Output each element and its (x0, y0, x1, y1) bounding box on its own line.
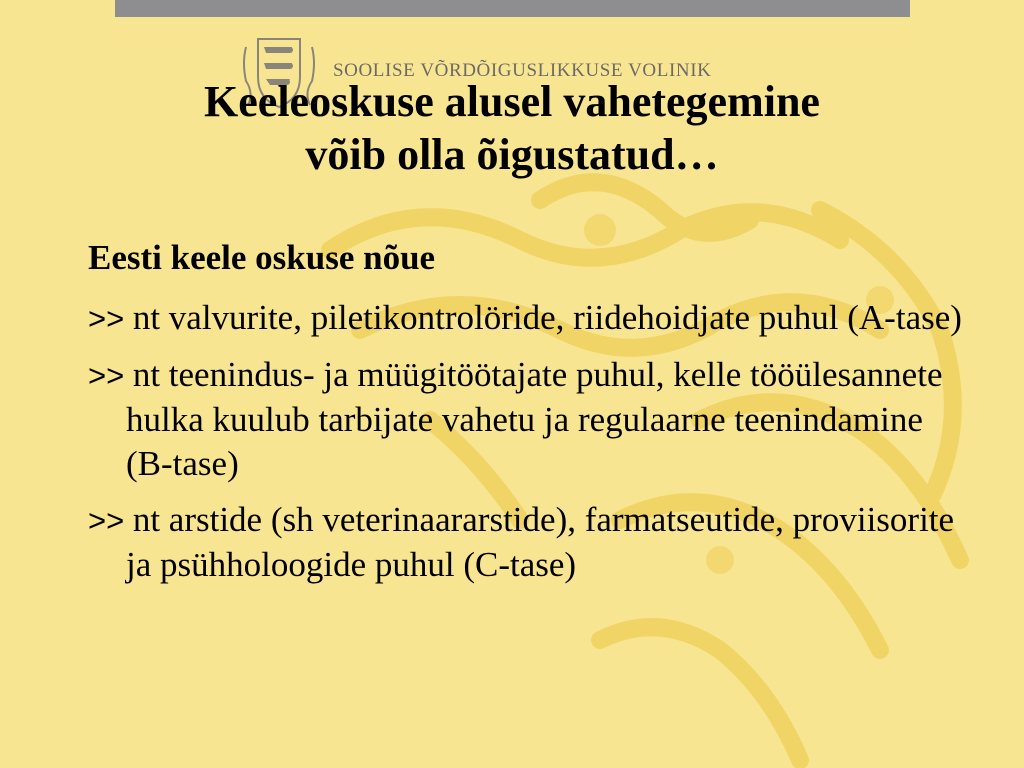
bullet-marker: >> (88, 503, 133, 538)
title-line-2: võib olla õigustatud… (305, 130, 719, 179)
organization-name: SOOLISE VÕRDÕIGUSLIKKUSE VOLINIK (333, 60, 712, 81)
bullet-text: nt arstide (sh veterinaararstide), farmatseutide, proviisorite ja psühholoogide puhul (C-tase) (126, 500, 955, 584)
title-line-1: Keeleoskuse alusel vahetegemine (204, 77, 820, 126)
subheading: Eesti keele oskuse nõue (88, 238, 436, 277)
bullet-item (88, 296, 968, 341)
slide-content (88, 232, 968, 587)
bullet-item (88, 498, 968, 587)
bullet-text: nt teenindus- ja müügitöötajate puhul, kelle tööülesannete hulka kuulub tarbijate vahetu ja regulaarne teenindamine (B-tase) (126, 355, 943, 483)
bullet-marker: >> (88, 301, 133, 336)
bullet-item (88, 353, 968, 486)
bullet-marker: >> (88, 358, 133, 393)
bullet-text: nt valvurite, piletikontrolöride, riidehoidjate puhul (A-tase) (132, 298, 962, 337)
slide-title (60, 75, 964, 181)
